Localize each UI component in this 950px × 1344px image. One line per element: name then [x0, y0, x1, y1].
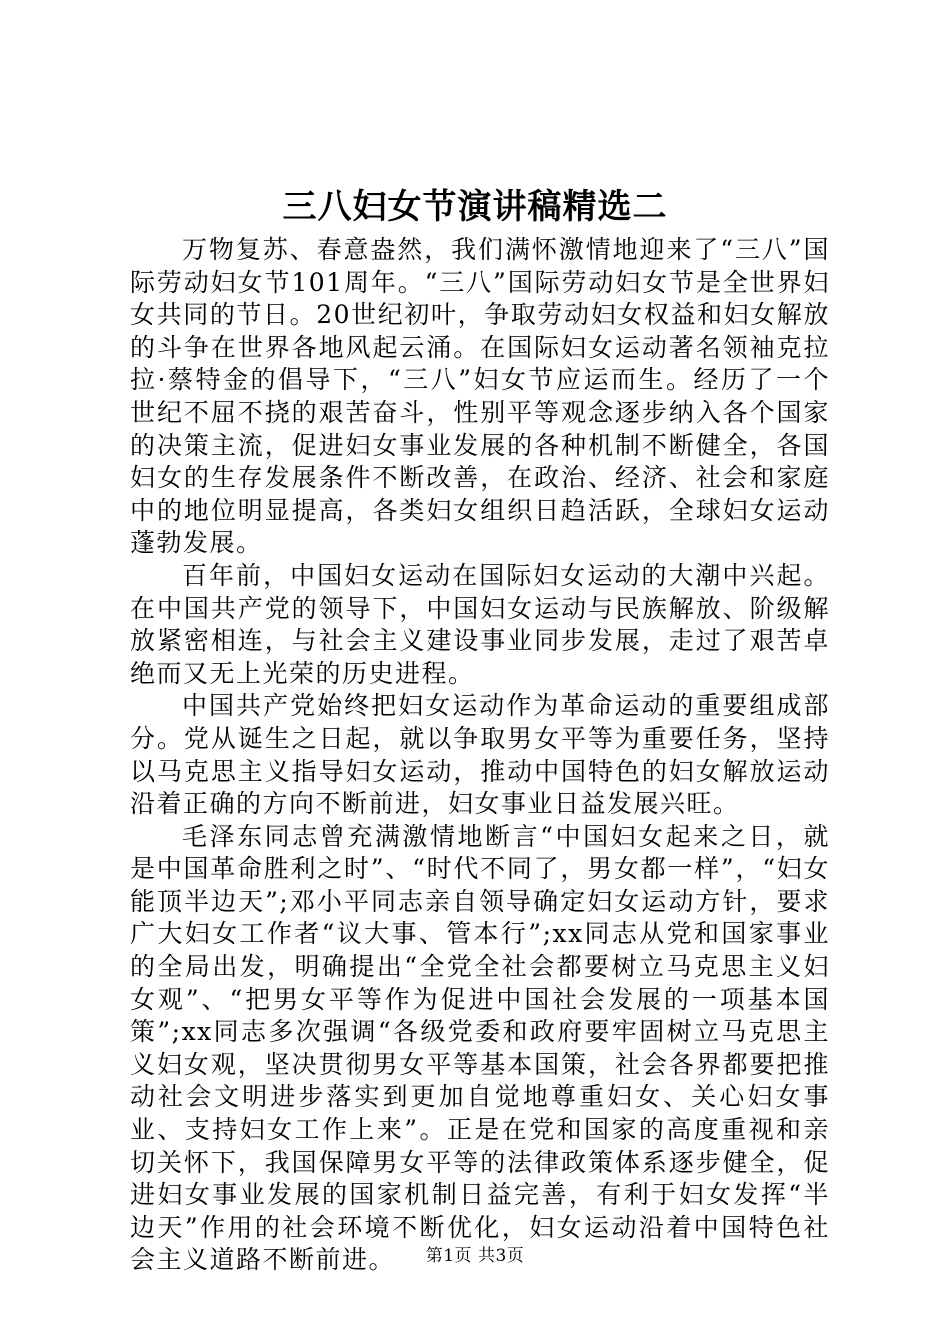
paragraph-4: 毛泽东同志曾充满激情地断言“中国妇女起来之日，就是中国革命胜利之时”、“时代不同了，男女都一样”，“妇女能顶半边天”;邓小平同志亲自领导确定妇女运动方针，要求广大妇女工作者“议大事、管本行”;xx同志从党和国家事业的全局出发，明确提出“全党全社会都要树立马克思主义妇女观”、“把男女平等作为促进中国社会发展的一项基本国策”;xx同志多次强调“各级党委和政府要牢固树立马克思主义妇女观，坚决贯彻男女平等基本国策，社会各界都要把推动社会文明进步落实到更加自觉地尊重妇女、关心妇女事业、支持妇女工作上来”。正是在党和国家的高度重视和亲切关怀下，我国保障男女平等的法律政策体系逐步健全，促进妇女事业发展的国家机制日益完善，有利于妇女发挥“半边天”作用的社会环境不断优化，妇女运动沿着中国特色社会主义道路不断前进。 [130, 821, 830, 1275]
document-title: 三八妇女节演讲稿精选二 [282, 187, 668, 227]
paragraph-3: 中国共产党始终把妇女运动作为革命运动的重要组成部分。党从诞生之日起，就以争取男女平等为重要任务，坚持以马克思主义指导妇女运动，推动中国特色的妇女解放运动沿着正确的方向不断前进，妇女事业日益发展兴旺。 [130, 691, 830, 819]
paragraph-1: 万物复苏、春意盎然，我们满怀激情地迎来了“三八”国际劳动妇女节101周年。“三八”国际劳动妇女节是全世界妇女共同的节日。20世纪初叶，争取劳动妇女权益和妇女解放的斗争在世界各地风起云涌。在国际妇女运动著名领袖克拉拉·蔡特金的倡导下，“三八”妇女节应运而生。经历了一个世纪不屈不挠的艰苦奋斗，性别平等观念逐步纳入各个国家的决策主流，促进妇女事业发展的各种机制不断健全，各国妇女的生存发展条件不断改善，在政治、经济、社会和家庭中的地位明显提高，各类妇女组织日趋活跃，全球妇女运动蓬勃发展。 [130, 235, 830, 558]
document-body [130, 234, 830, 1277]
page-number-footer: 第1页 共3页 [425, 1246, 525, 1266]
paragraph-2: 百年前，中国妇女运动在国际妇女运动的大潮中兴起。在中国共产党的领导下，中国妇女运动与民族解放、阶级解放紧密相连，与社会主义建设事业同步发展，走过了艰苦卓绝而又无上光荣的历史进程。 [130, 560, 830, 688]
